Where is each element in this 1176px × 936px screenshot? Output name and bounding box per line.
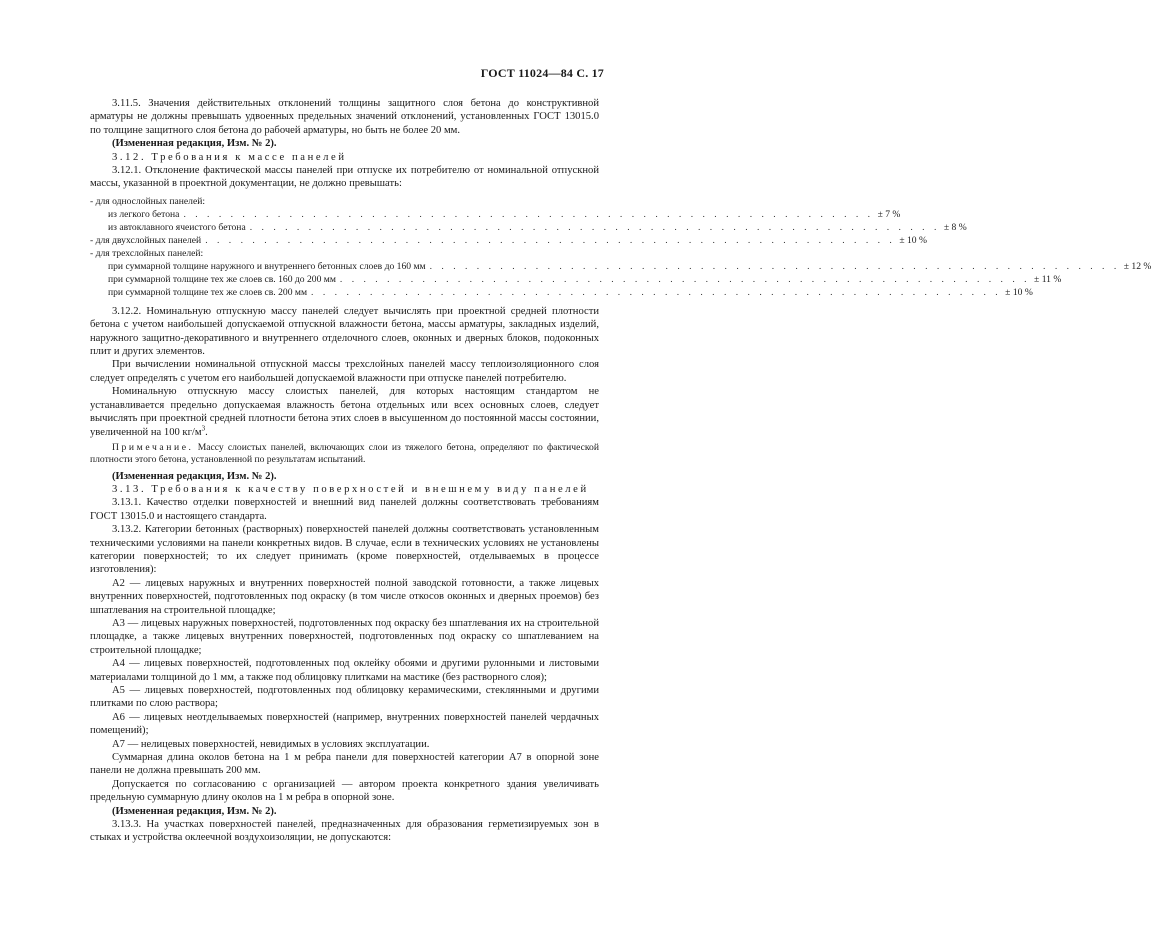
list-item xyxy=(90,221,967,234)
leader-dots: . . . . . . . . . . . . . . . . . . . . . . . . . . . . . . . . . . . . . . . . . . . . . . . . . . . . . . . . . . . xyxy=(429,260,1120,272)
section-heading-3-12: 3.12. Требования к массе панелей xyxy=(112,151,347,163)
edit-note: (Измененная редакция, Изм. № 2). xyxy=(112,138,277,150)
leader-dots: . . . . . . . . . . . . . . . . . . . . . . . . . . . . . . . . . . . . . . . . . . . . . . . . . . . . . . . . . . . xyxy=(249,221,940,233)
leader-dots: . . . . . . . . . . . . . . . . . . . . . . . . . . . . . . . . . . . . . . . . . . . . . . . . . . . . . . . . . . . xyxy=(311,286,1002,298)
paragraph-layered xyxy=(90,385,599,439)
list-item-label: из легкого бетона xyxy=(108,208,180,220)
paragraph-sum-length: Суммарная длина околов бетона на 1 м ребра панели для поверхностей категории А7 в опорной зоне панели не должна превышать 200 мм. xyxy=(90,752,599,777)
paragraph-allowed: Допускается по согласованию с организацией — автором проекта конкретного здания увеличивать предельную суммарную длину околов на 1 м ребра в опорной зоне. xyxy=(90,778,599,804)
paragraph-triple-layer: При вычислении номинальной отпускной массы трехслойных панелей массу теплоизоляционного слоя следует определять с учетом его наибольшей допускаемой влажности при отпуске панелей потребителю. xyxy=(90,359,599,384)
list-item-value: ± 12 % xyxy=(1123,260,1152,272)
list-item-label: при суммарной толщине тех же слоев св. 200 мм xyxy=(108,286,308,298)
list-item-value: ± 10 % xyxy=(899,234,927,246)
list-item xyxy=(90,286,1033,299)
category-a4: А4 — лицевых поверхностей, подготовленных под оклейку обоями и другими рулонными и листовыми материалами толщиной до 1 мм, а также под облицовку плитками на мастике (без растворного слоя); xyxy=(90,658,599,683)
category-a6: А6 — лицевых неотделываемых поверхностей (например, внутренних поверхностей панелей чердачных помещений); xyxy=(90,711,599,737)
paragraph-3-13-3: 3.13.3. На участках поверхностей панелей, предназначенных для образования герметизируемых зон в стыках и устройства оклеечной воздухоизоляции, не допускаются: xyxy=(90,819,599,844)
paragraph-3-12-2: 3.12.2. Номинальную отпускную массу панелей следует вычислять при проектной средней плотности бетона с учетом наибольшей допускаемой отпускной влажности бетона, массы арматуры, закладных изделий, наружного защитно-декоративного и внутреннего отделочного слоев, оконных и дверных блоков, подоконных плит и других элементов. xyxy=(90,305,599,358)
list-item-value: ± 10 % xyxy=(1005,286,1033,298)
edit-note: (Измененная редакция, Изм. № 2). xyxy=(112,805,277,817)
paragraph-3-13-1: 3.13.1. Качество отделки поверхностей и внешний вид панелей должны соответствовать требованиям ГОСТ 13015.0 и настоящего стандарта. xyxy=(90,497,599,522)
paragraph-text: Номинальную отпускную массу слоистых панелей, для которых настоящим стандартом не устанавливается предельно допускаемая влажность бетона отдельных или всех основных слоев, следует вычислять при проектной средней плотности бетона этих слоев в высушенном до постоянной массы состоянии, увеличенной на 100 кг/м xyxy=(90,386,599,438)
list-item-label: - для двухслойных панелей xyxy=(90,234,202,246)
edit-note: (Измененная редакция, Изм. № 2). xyxy=(112,470,277,482)
mass-tolerance-list xyxy=(90,195,1152,299)
list-item xyxy=(90,195,599,208)
list-item xyxy=(90,234,927,247)
list-item xyxy=(90,260,1152,273)
category-a2: А2 — лицевых наружных и внутренних поверхностей полной заводской готовности, а также лицевых внутренних поверхностей, подготовленных под окраску (в том числе откосов оконных и дверных проемов) без шпатлевания на строительной площадке; xyxy=(90,577,599,616)
note xyxy=(90,442,599,467)
page-content xyxy=(90,97,1152,845)
list-item-value: ± 8 % xyxy=(943,221,967,233)
list-item-value: ± 11 % xyxy=(1034,273,1062,285)
note-label: Примечание. xyxy=(112,441,194,453)
paragraph-3-13-2: 3.13.2. Категории бетонных (растворных) поверхностей панелей должны соответствовать установленным техническими условиями на панели конкретных видов. В случае, если в технических условиях не установлены категории поверхностей; то их следует принимать (кроме поверхностей, отделываемых в процессе изготовления): xyxy=(90,524,599,576)
leader-dots: . . . . . . . . . . . . . . . . . . . . . . . . . . . . . . . . . . . . . . . . . . . . . . . . . . . . . . . . . . . xyxy=(339,273,1031,285)
category-a3: А3 — лицевых наружных поверхностей, подготовленных под окраску без шпатлевания их на строительной площадке, а также лицевых внутренних поверхностей, подготовленных под окраску со шпатлеванием на строительной площадке; xyxy=(90,617,599,656)
note-text: Массу слоистых панелей, включающих слои из тяжелого бетона, определяют по фактической плотности этого бетона, установленной по результатам испытаний. xyxy=(90,441,599,466)
superscript: 3 xyxy=(201,423,206,432)
paragraph-3-11-5: 3.11.5. Значения действительных отклонений толщины защитного слоя бетона до конструктивной арматуры не должны превышать удвоенных предельных значений отклонений, установленных ГОСТ 13015.0 по толщине защитного слоя бетона до рабочей арматуры, но быть не более 20 мм. xyxy=(90,98,599,136)
list-item-label: - для однослойных панелей: xyxy=(90,195,206,207)
list-item-label: - для трехслойных панелей: xyxy=(90,247,204,259)
category-a7: А7 — нелицевых поверхностей, невидимых в условиях эксплуатации. xyxy=(112,738,430,750)
category-a5: А5 — лицевых поверхностей, подготовленных под облицовку керамическими, стеклянными и другими плитками по слою раствора; xyxy=(90,685,599,710)
paragraph-3-12-1: 3.12.1. Отклонение фактической массы панелей при отпуске их потребителю от номинальной отпускной массы, указанной в проектной документации, не должно превышать: xyxy=(90,165,599,190)
list-item-label: при суммарной толщине наружного и внутреннего бетонных слоев до 160 мм xyxy=(108,260,426,272)
list-item-label: при суммарной толщине тех же слоев св. 160 до 200 мм xyxy=(108,273,336,285)
list-item xyxy=(90,273,1062,286)
list-item-label: из автоклавного ячеистого бетона xyxy=(108,221,246,233)
section-heading-3-13: 3.13. Требования к качеству поверхностей и внешнему виду панелей xyxy=(112,483,589,495)
paragraph-end: . xyxy=(205,426,208,438)
list-item xyxy=(90,247,599,260)
list-item-value: ± 7 % xyxy=(877,208,901,220)
list-item xyxy=(90,208,901,221)
leader-dots: . . . . . . . . . . . . . . . . . . . . . . . . . . . . . . . . . . . . . . . . . . . . . . . . . . . . . . . . . . . xyxy=(205,234,896,246)
page-header: ГОСТ 11024—84 С. 17 xyxy=(480,66,604,80)
leader-dots: . . . . . . . . . . . . . . . . . . . . . . . . . . . . . . . . . . . . . . . . . . . . . . . . . . . . . . . . . . . xyxy=(183,208,874,220)
